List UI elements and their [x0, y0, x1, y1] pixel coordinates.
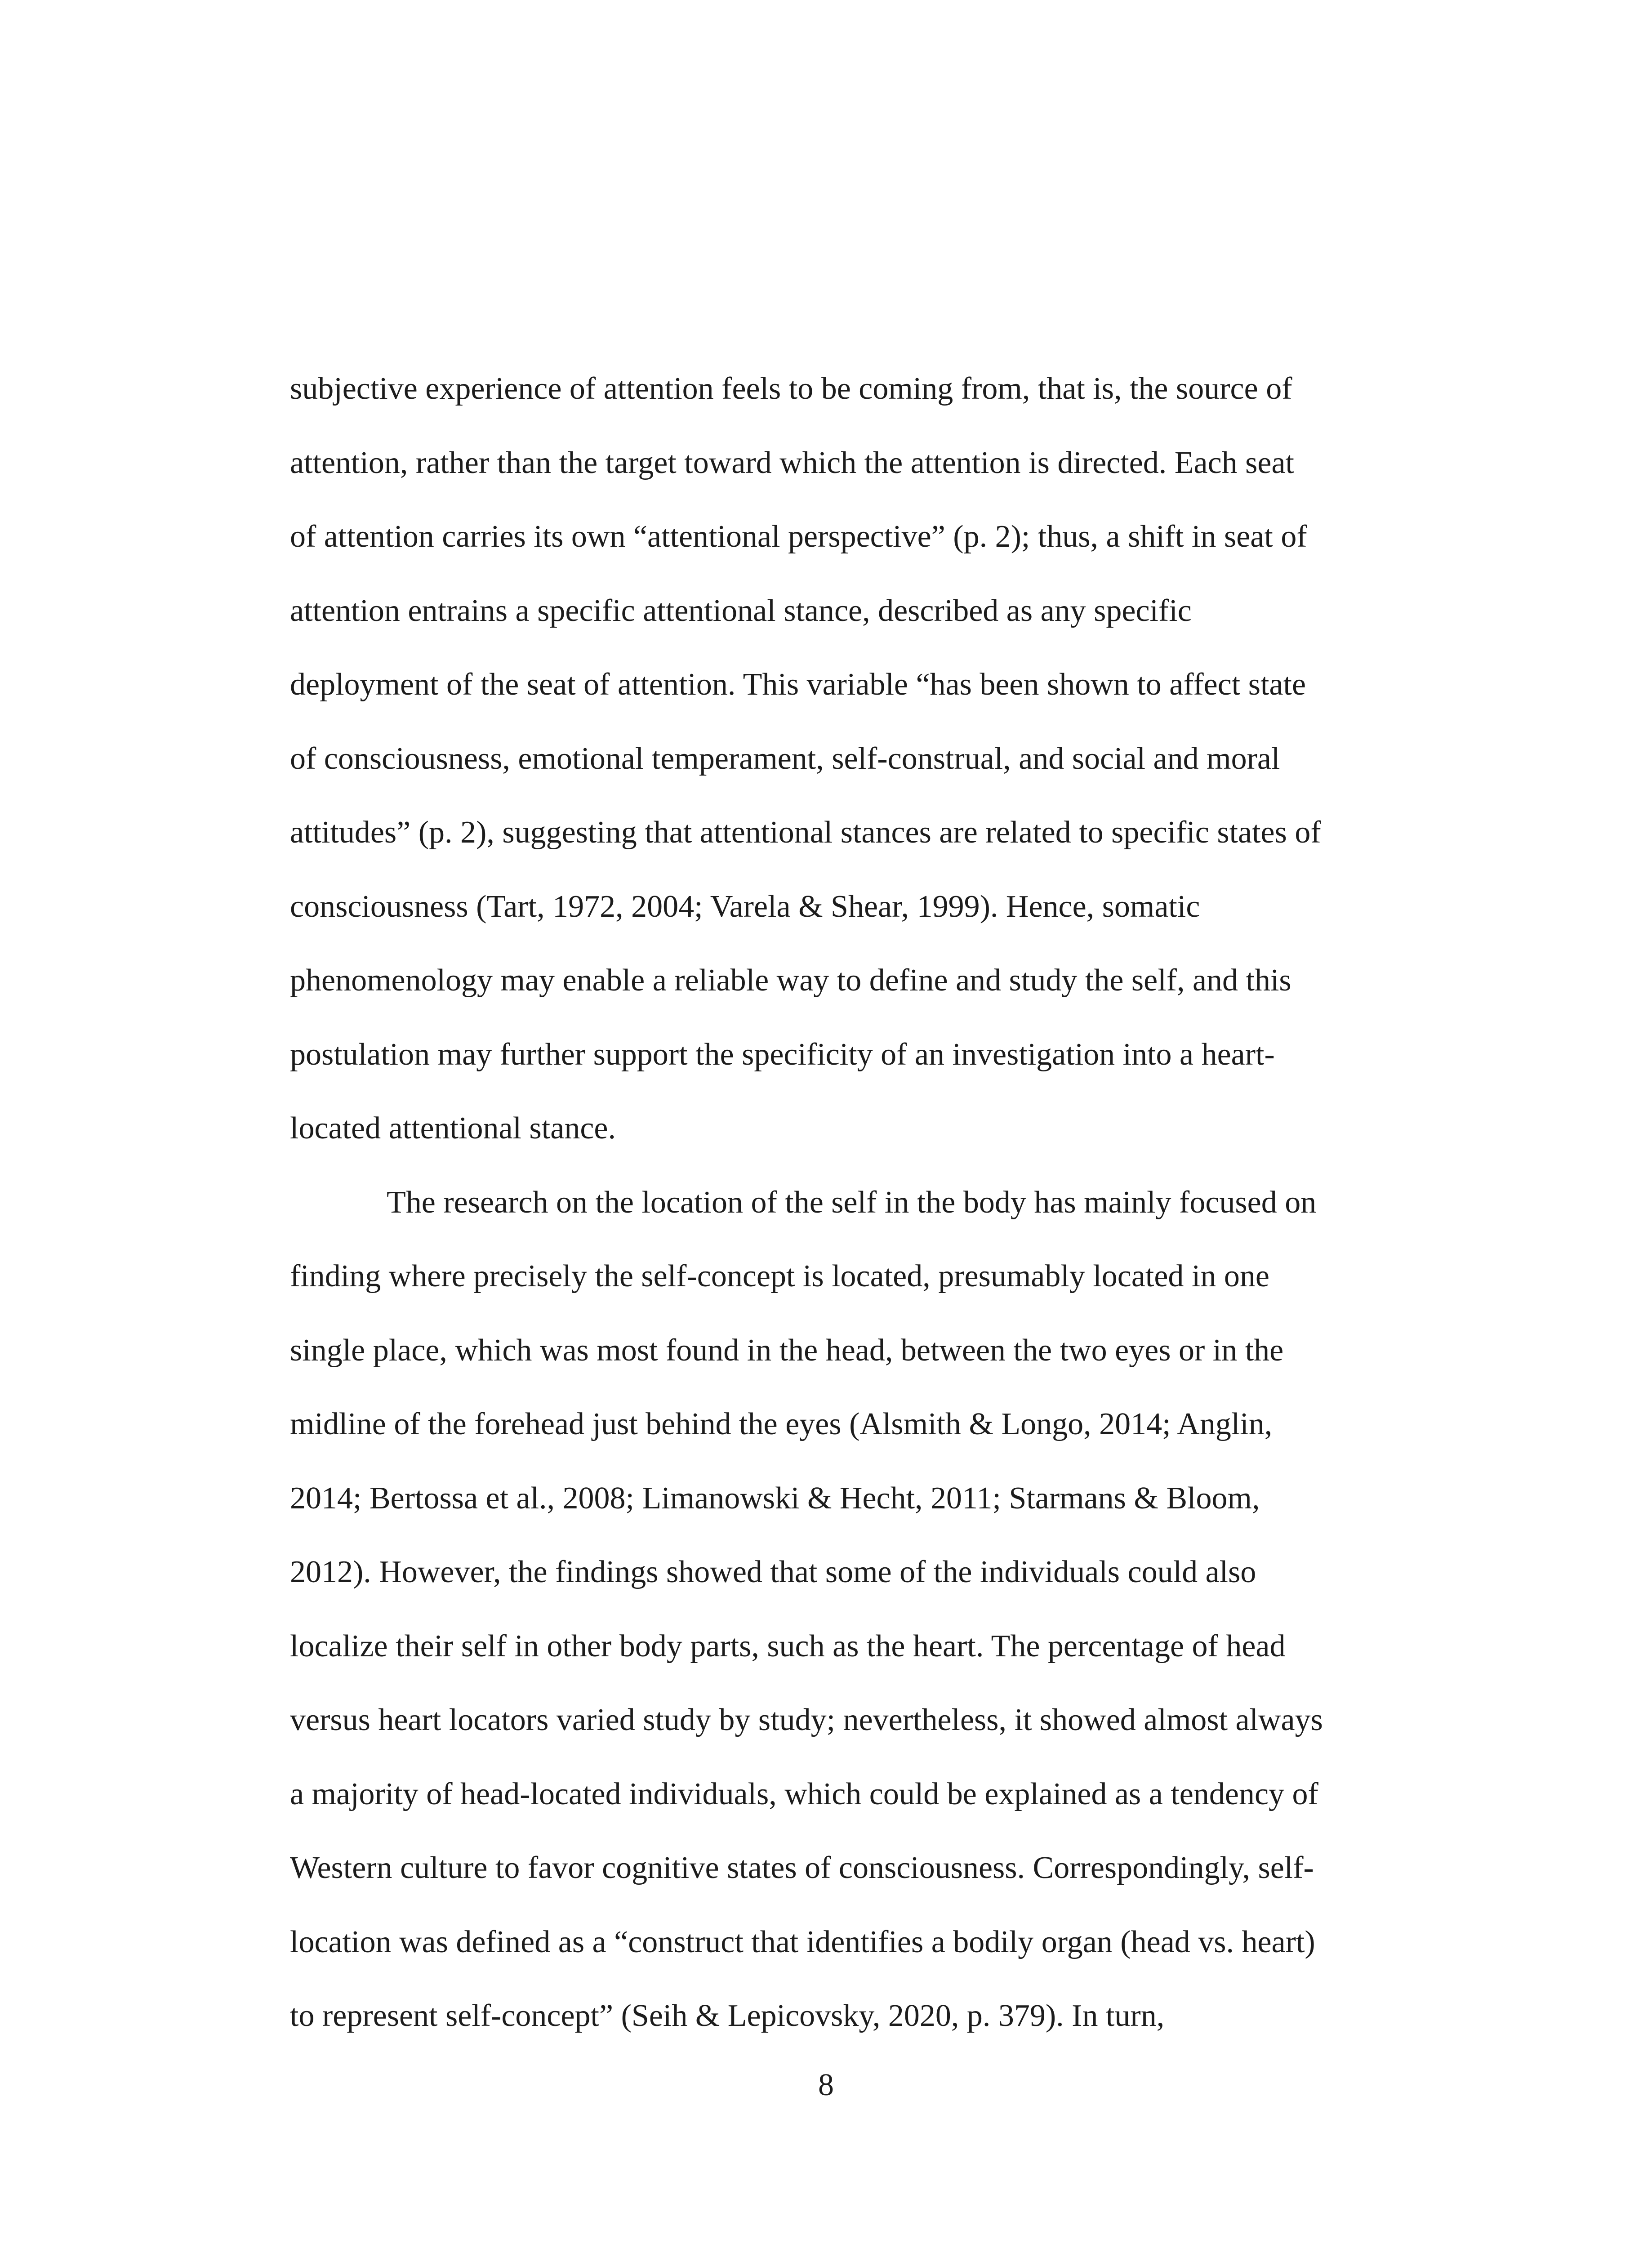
text-line: located attentional stance. — [290, 1111, 616, 1146]
text-line: single place, which was most found in the head, between the two eyes or in the — [290, 1333, 1284, 1368]
text-line: 2014; Bertossa et al., 2008; Limanowski & Hecht, 2011; Starmans & Bloom, — [290, 1481, 1260, 1516]
text-line: postulation may further support the specificity of an investigation into a heart- — [290, 1037, 1275, 1072]
text-line: midline of the forehead just behind the eyes (Alsmith & Longo, 2014; Anglin, — [290, 1407, 1273, 1441]
text-line: phenomenology may enable a reliable way to define and study the self, and this — [290, 963, 1291, 998]
text-line: location was defined as a “construct that identifies a bodily organ (head vs. heart) — [290, 1924, 1315, 1959]
text-line: attitudes” (p. 2), suggesting that attentional stances are related to specific states of — [290, 815, 1321, 850]
text-line: subjective experience of attention feels to be coming from, that is, the source of — [290, 371, 1292, 406]
text-line: of consciousness, emotional temperament, self-construal, and social and moral — [290, 741, 1280, 776]
paragraph-first-line: The research on the location of the self in the body has mainly focused on — [387, 1185, 1317, 1220]
text-line: a majority of head-located individuals, which could be explained as a tendency of — [290, 1776, 1318, 1811]
text-line: of attention carries its own “attentional perspective” (p. 2); thus, a shift in seat of — [290, 519, 1307, 554]
text-line: deployment of the seat of attention. This variable “has been shown to affect state — [290, 667, 1306, 702]
text-line: attention entrains a specific attentional stance, described as any specific — [290, 593, 1192, 628]
text-line: attention, rather than the target toward which the attention is directed. Each seat — [290, 445, 1294, 480]
text-line: versus heart locators varied study by study; nevertheless, it showed almost always — [290, 1703, 1323, 1737]
text-line: finding where precisely the self-concept is located, presumably located in one — [290, 1259, 1269, 1293]
body-text — [290, 366, 1360, 2068]
text-line: localize their self in other body parts, such as the heart. The percentage of head — [290, 1628, 1286, 1664]
text-line: consciousness (Tart, 1972, 2004; Varela & Shear, 1999). Hence, somatic — [290, 889, 1200, 924]
text-line: to represent self-concept” (Seih & Lepicovsky, 2020, p. 379). In turn, — [290, 1998, 1165, 2033]
text-line: 2012). However, the findings showed that some of the individuals could also — [290, 1555, 1256, 1589]
page-number: 8 — [818, 2068, 834, 2102]
text-line: Western culture to favor cognitive states of consciousness. Correspondingly, self- — [290, 1851, 1314, 1885]
